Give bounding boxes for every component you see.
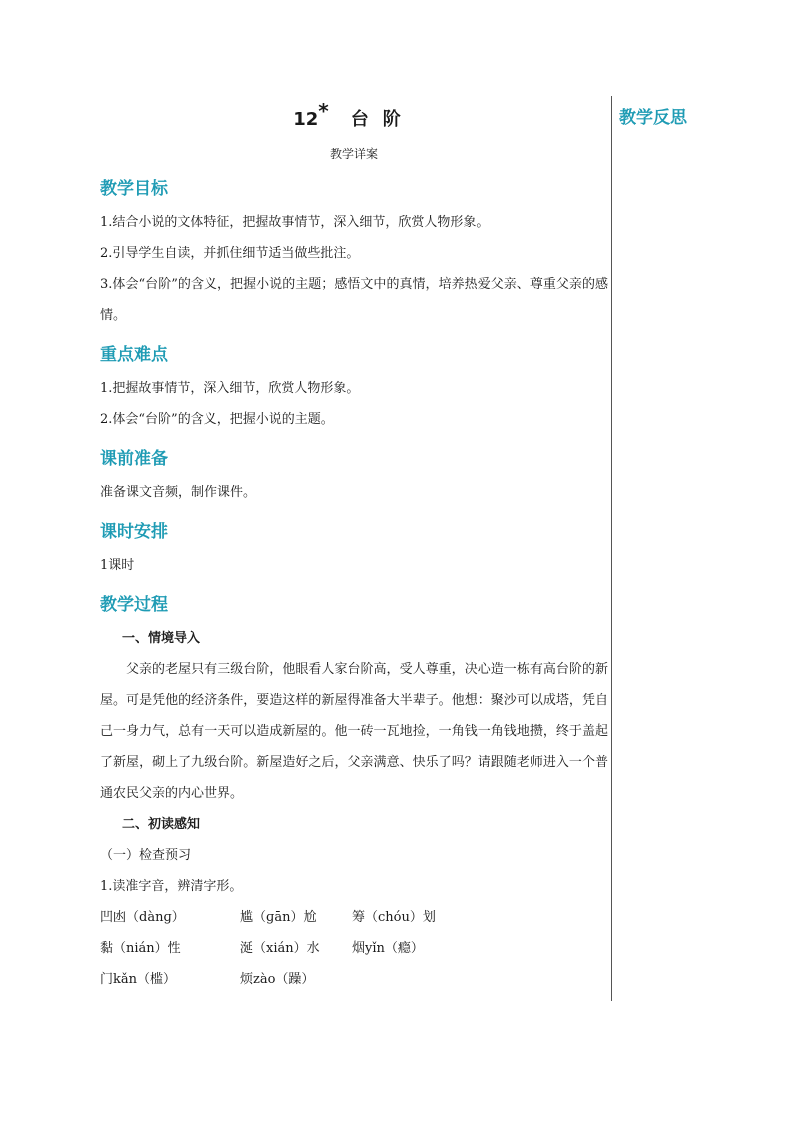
prep-text: 准备课文音频，制作课件。 [100,485,257,500]
word-cell: 门kǎn（槛） [100,972,177,987]
goals-heading: 教学目标 [100,179,168,199]
keypoint-item: 2.体会“台阶”的含义，把握小说的主题。 [100,412,334,427]
process-part1-text: 父亲的老屋只有三级台阶，他眼看人家台阶高，受人尊重，决心造一栋有高台阶的新屋。可是凭他的经济条件，要造这样的新屋得准备大半辈子。他想：聚沙可以成塔，凭自己一身力气，总有一天可以造成新屋的。他一砖一瓦地捡，一角钱一角钱地攒，终于盖起了新屋，砌上了九级台阶。新屋造好之后，父亲满意、快乐了吗？请跟随老师进入一个普通农民父亲的内心世界。 [100,662,608,801]
process-part2-title: 二、初读感知 [122,817,201,832]
word-cell: 烦zào（躁） [240,972,315,987]
prep-heading: 课前准备 [100,449,168,469]
preview-subheading: （一）检查预习 [100,848,192,863]
word-row [100,902,608,933]
lesson-name: 台阶 [350,109,415,130]
word-cell: 凹凼（dànɡ） [100,910,185,925]
column-divider [611,96,612,1001]
keypoints-heading: 重点难点 [100,345,168,365]
word-row [100,933,608,964]
reflection-heading: 教学反思 [619,108,687,128]
word-cell: 烟yǐn（瘾） [352,941,424,956]
word-cell: 尴（ɡān）尬 [240,910,317,925]
process-part1-title: 一、情境导入 [122,631,201,646]
goal-item: 1.结合小说的文体特征，把握故事情节，深入细节，欣赏人物形象。 [100,215,490,230]
optional-star: * [318,99,329,123]
pronunciation-task: 1.读准字音，辨清字形。 [100,879,243,894]
keypoint-item: 1.把握故事情节，深入细节，欣赏人物形象。 [100,381,360,396]
word-cell: 黏（nián）性 [100,941,181,956]
word-cell [352,964,502,995]
word-grid [100,902,608,995]
lesson-number: 12 [293,109,319,130]
word-row [100,964,608,995]
goal-item: 3.体会“台阶”的含义，把握小说的主题；感悟文中的真情，培养热爱父亲、尊重父亲的感情。 [100,277,608,323]
word-cell: 涎（xián）水 [240,941,320,956]
goal-item: 2.引导学生自读，并抓住细节适当做些批注。 [100,246,360,261]
lesson-subtitle: 教学详案 [329,147,378,161]
lesson-plan-body [100,100,608,995]
word-cell: 筹（chóu）划 [352,910,436,925]
process-heading: 教学过程 [100,595,168,615]
schedule-text: 1课时 [100,558,135,573]
schedule-heading: 课时安排 [100,522,168,542]
lesson-title [100,99,608,137]
